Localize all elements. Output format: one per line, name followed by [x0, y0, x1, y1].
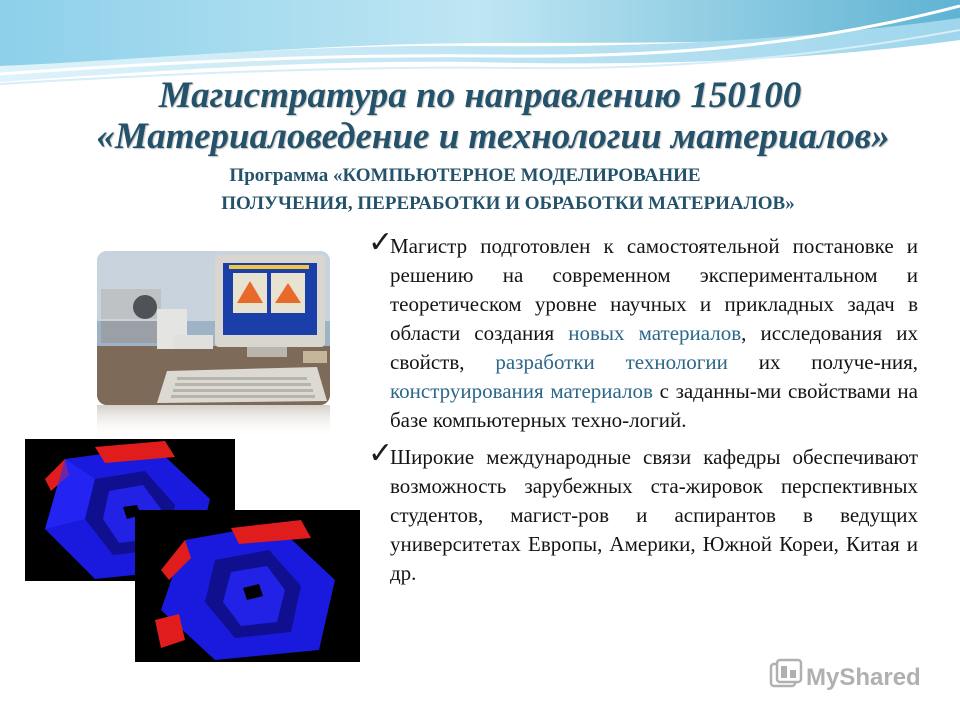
bullet-text-2: Широкие международные связи кафедры обеспечивают возможность зарубежных ста-жировок перспективных студентов, магист-ров и аспирантов в ведущих университетах Европы, Америки, Южной Кореи, Китая и др. — [390, 445, 918, 585]
bullet-item-2 — [368, 436, 918, 588]
bullet-1-text-part: , исследования их свойств, — [390, 321, 919, 374]
program-title-line-1: Программа «КОМПЬЮТЕРНОЕ МОДЕЛИРОВАНИЕ — [229, 165, 701, 186]
checkmark-icon: ✓ — [368, 225, 394, 260]
bullet-1-text-part: Магистр подготовлен к самостоятельной постановке и решению на современном экспериментальном и теоретическом уровне научных и прикладных задач в области создания — [390, 234, 918, 345]
bullet-1-highlight-design: конструирования материалов — [390, 379, 653, 403]
bullet-text-1 — [390, 232, 918, 435]
bullet-list — [368, 225, 919, 596]
program-title-line-2: ПОЛУЧЕНИЯ, ПЕРЕРАБОТКИ И ОБРАБОТКИ МАТЕРИАЛОВ» — [221, 193, 795, 214]
checkmark-icon: ✓ — [368, 436, 394, 471]
slide-title-line-1: Магистратура по направлению 150100 — [158, 75, 802, 116]
bullet-1-highlight-new-materials: новых материалов — [568, 321, 742, 345]
crystal-structure-image-2 — [135, 510, 360, 662]
bullet-1-text-part: с заданны-ми свойствами на базе компьютерных техно-логий. — [390, 379, 918, 432]
bullet-1-text-part: их получе-ния, — [727, 350, 918, 374]
lab-computer-photo — [97, 251, 330, 405]
myshared-logo-text: MyShared — [806, 664, 921, 691]
lab-photo-reflection — [97, 405, 330, 439]
bullet-1-highlight-technology: разработки технологии — [495, 350, 728, 374]
bullet-item-1 — [368, 225, 919, 435]
myshared-logo — [768, 656, 938, 696]
slide-title-line-2: «Материаловедение и технологии материалов» — [96, 116, 890, 157]
